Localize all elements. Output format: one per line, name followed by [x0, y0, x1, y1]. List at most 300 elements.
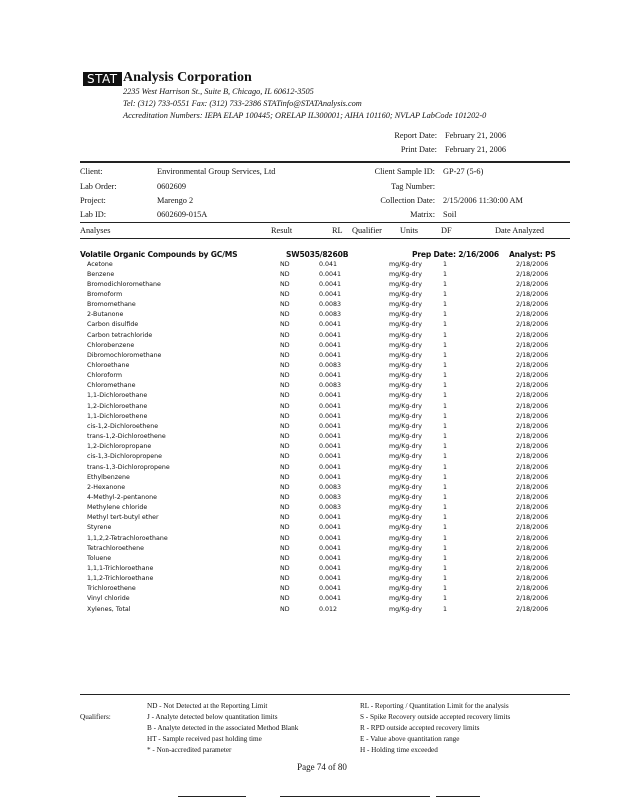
date-analyzed-value: 2/18/2006 [516, 595, 549, 603]
result-value: ND [280, 504, 290, 512]
table-row [0, 423, 644, 433]
units-value: mg/Kg-dry [389, 321, 422, 329]
table-row [0, 261, 644, 271]
units-value: mg/Kg-dry [389, 534, 422, 542]
info-divider [80, 222, 570, 223]
date-analyzed-value: 2/18/2006 [516, 321, 549, 329]
date-analyzed-value: 2/18/2006 [516, 463, 549, 471]
analyte-name: 1,1,2-Trichloroethane [87, 575, 154, 583]
df-value: 1 [443, 554, 448, 562]
lab-id-label: Lab ID: [80, 210, 107, 219]
collection-date-value: 2/15/2006 11:30:00 AM [443, 196, 523, 205]
units-value: mg/Kg-dry [389, 270, 422, 278]
matrix-value: Soil [443, 210, 457, 219]
rl-value: 0.0083 [319, 493, 342, 501]
rl-value: 0.0041 [319, 524, 342, 532]
qualifiers-divider [80, 694, 570, 695]
rl-value: 0.0041 [319, 565, 342, 572]
report-date-label: Report Date: [394, 131, 437, 140]
result-value: ND [280, 270, 290, 278]
table-row [0, 514, 644, 524]
rl-value: 0.041 [319, 260, 338, 268]
table-row [0, 362, 644, 372]
df-value: 1 [443, 605, 448, 613]
rl-value: 0.0041 [319, 412, 342, 420]
units-value: mg/Kg-dry [389, 362, 422, 369]
date-analyzed-value: 2/18/2006 [516, 433, 549, 441]
analyte-name: cis-1,3-Dichloropropene [87, 453, 163, 461]
analyte-name: Xylenes, Total [87, 605, 131, 613]
table-row [0, 464, 644, 474]
rl-value: 0.0041 [319, 402, 342, 410]
lab-order-label: Lab Order: [80, 182, 117, 191]
scan-artifact-dots [0, 780, 644, 782]
units-value: mg/Kg-dry [389, 301, 422, 309]
table-row [0, 545, 644, 555]
df-value: 1 [443, 504, 448, 512]
result-value: ND [280, 372, 290, 380]
section-method: SW5035/8260B [286, 250, 349, 259]
units-value: mg/Kg-dry [389, 290, 422, 298]
client-value: Environmental Group Services, Ltd [157, 167, 276, 176]
analyte-name: Trichloroethene [87, 585, 136, 593]
table-row [0, 494, 644, 504]
qualifier-nd: ND - Not Detected at the Reporting Limit [147, 702, 268, 710]
date-analyzed-value: 2/18/2006 [516, 280, 549, 288]
rl-value: 0.0041 [319, 433, 342, 441]
analyte-name: 1,1-Dichloroethene [87, 412, 148, 420]
table-row [0, 321, 644, 331]
analyte-name: 1,1,2,2-Tetrachloroethane [87, 534, 168, 542]
result-value: ND [280, 382, 290, 390]
table-row [0, 474, 644, 484]
report-date: February 21, 2006 [445, 131, 507, 140]
table-row [0, 382, 644, 392]
table-row [0, 595, 644, 605]
qualifier-ht: HT - Sample received past holding time [147, 735, 262, 743]
col-qualifier: Qualifier [352, 226, 382, 235]
col-df: DF [441, 226, 452, 235]
client-sample-id-label: Client Sample ID: [374, 167, 435, 176]
units-value: mg/Kg-dry [389, 372, 422, 380]
date-analyzed-value: 2/18/2006 [516, 341, 549, 349]
result-value: ND [280, 402, 290, 410]
analyte-name: 1,2-Dichloropropane [87, 443, 152, 451]
matrix-label: Matrix: [410, 210, 435, 219]
df-value: 1 [443, 331, 448, 339]
units-value: mg/Kg-dry [389, 575, 422, 583]
result-value: ND [280, 331, 290, 339]
date-analyzed-value: 2/18/2006 [516, 290, 549, 298]
table-row [0, 352, 644, 362]
df-value: 1 [443, 544, 448, 552]
rl-value: 0.0041 [319, 321, 342, 329]
units-value: mg/Kg-dry [389, 382, 422, 390]
analyte-name: Ethylbenzene [87, 473, 130, 481]
result-value: ND [280, 554, 290, 562]
units-value: mg/Kg-dry [389, 433, 422, 441]
table-row [0, 403, 644, 413]
analyte-name: cis-1,2-Dichloroethene [87, 422, 159, 430]
units-value: mg/Kg-dry [389, 544, 422, 552]
units-value: mg/Kg-dry [389, 524, 422, 532]
qualifier-h: H - Holding time exceeded [360, 746, 438, 754]
result-value: ND [280, 311, 290, 319]
date-analyzed-value: 2/18/2006 [516, 331, 549, 339]
result-value: ND [280, 544, 290, 552]
qualifiers-label: Qualifiers: [80, 713, 111, 721]
result-value: ND [280, 290, 290, 298]
analyte-name: Chloromethane [87, 382, 136, 390]
table-row [0, 575, 644, 585]
date-analyzed-value: 2/18/2006 [516, 514, 549, 522]
date-analyzed-value: 2/18/2006 [516, 554, 549, 562]
df-value: 1 [443, 565, 448, 572]
analyte-name: Bromodichloromethane [87, 280, 161, 288]
date-analyzed-value: 2/18/2006 [516, 493, 549, 501]
date-analyzed-value: 2/18/2006 [516, 382, 549, 390]
df-value: 1 [443, 585, 448, 593]
rl-value: 0.0083 [319, 301, 342, 309]
lab-id-value: 0602609-015A [157, 210, 208, 219]
col-units: Units [400, 226, 418, 235]
rl-value: 0.0083 [319, 483, 342, 491]
df-value: 1 [443, 301, 448, 309]
df-value: 1 [443, 290, 448, 298]
company-contact: Tel: (312) 733-0551 Fax: (312) 733-2386 STATinfo@STATAnalysis.com [123, 99, 362, 108]
date-analyzed-value: 2/18/2006 [516, 311, 549, 319]
df-value: 1 [443, 463, 448, 471]
units-value: mg/Kg-dry [389, 443, 422, 451]
date-analyzed-value: 2/18/2006 [516, 575, 549, 583]
company-name: Analysis Corporation [123, 70, 252, 85]
units-value: mg/Kg-dry [389, 463, 422, 471]
date-analyzed-value: 2/18/2006 [516, 392, 549, 400]
units-value: mg/Kg-dry [389, 514, 422, 522]
rl-value: 0.0041 [319, 270, 342, 278]
df-value: 1 [443, 422, 448, 430]
df-value: 1 [443, 362, 448, 369]
result-value: ND [280, 483, 290, 491]
analyte-name: Chlorobenzene [87, 341, 135, 349]
col-result: Result [271, 226, 293, 235]
df-value: 1 [443, 524, 448, 532]
df-value: 1 [443, 595, 448, 603]
result-value: ND [280, 321, 290, 329]
units-value: mg/Kg-dry [389, 392, 422, 400]
stat-logo: STAT [83, 72, 122, 86]
analyte-name: Toluene [87, 554, 112, 562]
df-value: 1 [443, 311, 448, 319]
analyte-name: Carbon tetrachloride [87, 331, 153, 339]
result-value: ND [280, 463, 290, 471]
table-row [0, 555, 644, 565]
rl-value: 0.0083 [319, 504, 342, 512]
col-rl: RL [332, 226, 343, 235]
rl-value: 0.0041 [319, 595, 342, 603]
df-value: 1 [443, 321, 448, 329]
analyte-name: Methyl tert-butyl ether [87, 514, 159, 522]
column-header-divider [80, 238, 570, 239]
analyte-name: Benzene [87, 270, 115, 278]
result-value: ND [280, 422, 290, 430]
rl-value: 0.0041 [319, 280, 342, 288]
units-value: mg/Kg-dry [389, 473, 422, 481]
table-row [0, 504, 644, 514]
lab-order-value: 0602609 [157, 182, 187, 191]
units-value: mg/Kg-dry [389, 311, 422, 319]
date-analyzed-value: 2/18/2006 [516, 534, 549, 542]
date-analyzed-value: 2/18/2006 [516, 504, 549, 512]
rl-value: 0.0041 [319, 372, 342, 380]
df-value: 1 [443, 280, 448, 288]
result-value: ND [280, 453, 290, 461]
table-row [0, 484, 644, 494]
units-value: mg/Kg-dry [389, 351, 422, 359]
units-value: mg/Kg-dry [389, 585, 422, 593]
units-value: mg/Kg-dry [389, 453, 422, 461]
rl-value: 0.0041 [319, 422, 342, 430]
rl-value: 0.0041 [319, 290, 342, 298]
units-value: mg/Kg-dry [389, 422, 422, 430]
table-row [0, 311, 644, 321]
date-analyzed-value: 2/18/2006 [516, 362, 549, 369]
table-row [0, 301, 644, 311]
rl-value: 0.012 [319, 605, 338, 613]
analyte-name: trans-1,3-Dichloropropene [87, 463, 170, 471]
units-value: mg/Kg-dry [389, 412, 422, 420]
date-analyzed-value: 2/18/2006 [516, 443, 549, 451]
date-analyzed-value: 2/18/2006 [516, 260, 549, 268]
df-value: 1 [443, 270, 448, 278]
result-value: ND [280, 605, 290, 613]
df-value: 1 [443, 575, 448, 583]
rl-value: 0.0083 [319, 382, 342, 390]
project-value: Marengo 2 [157, 196, 194, 205]
analyte-name: Chloroethane [87, 362, 130, 369]
df-value: 1 [443, 493, 448, 501]
units-value: mg/Kg-dry [389, 260, 422, 268]
result-value: ND [280, 351, 290, 359]
client-sample-id-value: GP-27 (5-6) [443, 167, 484, 176]
units-value: mg/Kg-dry [389, 554, 422, 562]
date-analyzed-value: 2/18/2006 [516, 372, 549, 380]
company-address: 2235 West Harrison St., Suite B, Chicago, IL 60612-3505 [123, 87, 314, 96]
date-analyzed-value: 2/18/2006 [516, 483, 549, 491]
scan-artifact-line [280, 796, 430, 797]
analyte-name: Styrene [87, 524, 112, 532]
col-date-analyzed: Date Analyzed [495, 226, 545, 235]
analyte-name: 2-Butanone [87, 311, 124, 319]
rl-value: 0.0041 [319, 514, 342, 522]
analyte-name: 4-Methyl-2-pentanone [87, 493, 157, 501]
rl-value: 0.0041 [319, 351, 342, 359]
date-analyzed-value: 2/18/2006 [516, 605, 549, 613]
result-value: ND [280, 362, 290, 369]
date-analyzed-value: 2/18/2006 [516, 422, 549, 430]
date-analyzed-value: 2/18/2006 [516, 402, 549, 410]
rl-value: 0.0041 [319, 575, 342, 583]
df-value: 1 [443, 341, 448, 349]
df-value: 1 [443, 260, 448, 268]
analyte-name: 1,1,1-Trichloroethane [87, 565, 154, 572]
result-value: ND [280, 473, 290, 481]
table-row [0, 453, 644, 463]
rl-value: 0.0041 [319, 534, 342, 542]
df-value: 1 [443, 351, 448, 359]
units-value: mg/Kg-dry [389, 504, 422, 512]
table-row [0, 342, 644, 352]
qualifier-r: R - RPD outside accepted recovery limits [360, 724, 480, 732]
result-value: ND [280, 433, 290, 441]
df-value: 1 [443, 402, 448, 410]
df-value: 1 [443, 453, 448, 461]
rl-value: 0.0041 [319, 585, 342, 593]
section-prep-date: Prep Date: 2/16/2006 [412, 250, 499, 259]
section-title: Volatile Organic Compounds by GC/MS [80, 250, 238, 259]
result-value: ND [280, 524, 290, 532]
table-row [0, 433, 644, 443]
analyte-name: 1,2-Dichloroethane [87, 402, 148, 410]
result-value: ND [280, 280, 290, 288]
rl-value: 0.0041 [319, 473, 342, 481]
date-analyzed-value: 2/18/2006 [516, 544, 549, 552]
rl-value: 0.0083 [319, 362, 342, 369]
result-value: ND [280, 260, 290, 268]
df-value: 1 [443, 443, 448, 451]
result-value: ND [280, 585, 290, 593]
print-date: February 21, 2006 [445, 145, 507, 154]
result-value: ND [280, 301, 290, 309]
analyte-name: 2-Hexanone [87, 483, 126, 491]
client-label: Client: [80, 167, 103, 176]
units-value: mg/Kg-dry [389, 605, 422, 613]
table-row [0, 413, 644, 423]
date-analyzed-value: 2/18/2006 [516, 270, 549, 278]
units-value: mg/Kg-dry [389, 595, 422, 603]
df-value: 1 [443, 433, 448, 441]
table-row [0, 535, 644, 545]
result-value: ND [280, 493, 290, 501]
units-value: mg/Kg-dry [389, 341, 422, 349]
tag-number-label: Tag Number: [391, 182, 435, 191]
df-value: 1 [443, 372, 448, 380]
analyte-name: Methylene chloride [87, 504, 148, 512]
df-value: 1 [443, 534, 448, 542]
qualifier-b: B - Analyte detected in the associated Method Blank [147, 724, 299, 732]
section-analyst: Analyst: PS [509, 250, 556, 259]
analyte-name: Tetrachloroethene [87, 544, 144, 552]
collection-date-label: Collection Date: [380, 196, 435, 205]
units-value: mg/Kg-dry [389, 280, 422, 288]
result-value: ND [280, 412, 290, 420]
qualifier-s: S - Spike Recovery outside accepted recovery limits [360, 713, 511, 721]
page-number: Page 74 of 80 [297, 762, 347, 772]
date-analyzed-value: 2/18/2006 [516, 585, 549, 593]
analyte-name: Carbon disulfide [87, 321, 139, 329]
date-analyzed-value: 2/18/2006 [516, 301, 549, 309]
accreditation-numbers: Accreditation Numbers: IEPA ELAP 100445; ORELAP IL300001; AIHA 101160; NVLAP LabCode 101202-0 [123, 111, 487, 120]
result-value: ND [280, 575, 290, 583]
date-analyzed-value: 2/18/2006 [516, 565, 549, 572]
analyte-name: Acetone [87, 260, 113, 268]
rl-value: 0.0041 [319, 554, 342, 562]
date-analyzed-value: 2/18/2006 [516, 524, 549, 532]
table-row [0, 443, 644, 453]
table-row [0, 585, 644, 595]
df-value: 1 [443, 473, 448, 481]
df-value: 1 [443, 412, 448, 420]
result-value: ND [280, 595, 290, 603]
qualifier-e: E - Value above quantitation range [360, 735, 460, 743]
date-analyzed-value: 2/18/2006 [516, 473, 549, 481]
scan-artifact-line [436, 796, 480, 797]
analyte-name: Vinyl chloride [87, 595, 130, 603]
date-analyzed-value: 2/18/2006 [516, 351, 549, 359]
rl-value: 0.0041 [319, 331, 342, 339]
table-row [0, 524, 644, 534]
project-label: Project: [80, 196, 106, 205]
rl-value: 0.0041 [319, 544, 342, 552]
date-analyzed-value: 2/18/2006 [516, 412, 549, 420]
result-value: ND [280, 514, 290, 522]
qualifier-rl: RL - Reporting / Quantitation Limit for the analysis [360, 702, 509, 710]
table-row [0, 565, 644, 575]
date-analyzed-value: 2/18/2006 [516, 453, 549, 461]
result-value: ND [280, 392, 290, 400]
table-row [0, 392, 644, 402]
table-row [0, 332, 644, 342]
table-row [0, 281, 644, 291]
qualifier-j: J - Analyte detected below quantitation limits [147, 713, 278, 721]
df-value: 1 [443, 514, 448, 522]
analyte-name: Bromomethane [87, 301, 136, 309]
analyte-name: Bromoform [87, 290, 123, 298]
table-row [0, 271, 644, 281]
units-value: mg/Kg-dry [389, 565, 422, 572]
result-value: ND [280, 534, 290, 542]
rl-value: 0.0041 [319, 443, 342, 451]
rl-value: 0.0041 [319, 341, 342, 349]
df-value: 1 [443, 483, 448, 491]
rl-value: 0.0041 [319, 392, 342, 400]
result-value: ND [280, 341, 290, 349]
table-row [0, 372, 644, 382]
qualifier-asterisk: * - Non-accredited parameter [147, 746, 232, 754]
result-value: ND [280, 443, 290, 451]
units-value: mg/Kg-dry [389, 402, 422, 410]
table-row [0, 606, 644, 616]
result-value: ND [280, 565, 290, 572]
table-row [0, 291, 644, 301]
header-divider [80, 161, 570, 163]
units-value: mg/Kg-dry [389, 493, 422, 501]
rl-value: 0.0041 [319, 453, 342, 461]
df-value: 1 [443, 382, 448, 390]
print-date-label: Print Date: [400, 145, 437, 154]
df-value: 1 [443, 392, 448, 400]
rl-value: 0.0083 [319, 311, 342, 319]
scan-artifact-line [178, 796, 246, 797]
analyte-name: 1,1-Dichloroethane [87, 392, 148, 400]
analyte-name: Dibromochloromethane [87, 351, 162, 359]
units-value: mg/Kg-dry [389, 331, 422, 339]
units-value: mg/Kg-dry [389, 483, 422, 491]
rl-value: 0.0041 [319, 463, 342, 471]
analyte-name: trans-1,2-Dichloroethene [87, 433, 166, 441]
analyte-name: Chloroform [87, 372, 122, 380]
col-analyses: Analyses [80, 226, 111, 235]
